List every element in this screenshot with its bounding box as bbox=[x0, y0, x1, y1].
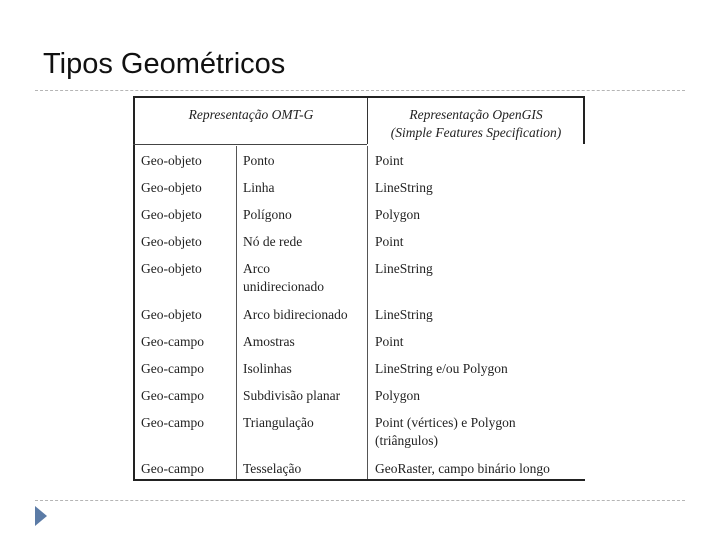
cell-class: Geo-objeto bbox=[141, 234, 202, 249]
header-separator bbox=[133, 144, 367, 145]
cell-opengis: LineString bbox=[375, 307, 433, 322]
cell-omt: Subdivisão planar bbox=[243, 388, 341, 403]
geometric-types-table bbox=[133, 96, 585, 481]
cell-class: Geo-campo bbox=[141, 415, 204, 430]
cell-omt: Amostras bbox=[243, 334, 295, 349]
title-divider bbox=[35, 90, 685, 91]
bullet-arrow-icon bbox=[35, 506, 47, 526]
column-divider-1 bbox=[236, 146, 237, 479]
cell-omt: Triangulação bbox=[243, 415, 314, 430]
cell-class: Geo-objeto bbox=[141, 307, 202, 322]
cell-omt: Nó de rede bbox=[243, 234, 303, 249]
cell-opengis: Point bbox=[375, 334, 404, 349]
cell-opengis: Point bbox=[375, 153, 404, 168]
cell-opengis: LineString bbox=[375, 180, 433, 195]
cell-class: Geo-objeto bbox=[141, 153, 202, 168]
cell-class: Geo-campo bbox=[141, 388, 204, 403]
header-opengis-line1: Representação OpenGIS bbox=[409, 107, 543, 122]
cell-opengis: GeoRaster, campo binário longo bbox=[375, 461, 550, 476]
footer-divider bbox=[35, 500, 685, 501]
header-opengis bbox=[369, 106, 583, 142]
cell-opengis: LineString e/ou Polygon bbox=[375, 361, 508, 376]
cell-omt: Isolinhas bbox=[243, 361, 292, 376]
cell-omt: Polígono bbox=[243, 207, 292, 222]
cell-class: Geo-objeto bbox=[141, 207, 202, 222]
header-divider bbox=[367, 98, 368, 144]
table-border-top bbox=[133, 96, 585, 98]
cell-omt: Linha bbox=[243, 180, 275, 195]
cell-class: Geo-campo bbox=[141, 461, 204, 476]
header-omt-g: Representação OMT-G bbox=[188, 107, 314, 122]
cell-opengis: Point bbox=[375, 234, 404, 249]
cell-opengis: Polygon bbox=[375, 388, 421, 403]
cell-omt: Arco unidirecionado bbox=[243, 261, 324, 294]
cell-class: Geo-objeto bbox=[141, 261, 202, 276]
cell-omt: Tesselação bbox=[243, 461, 302, 476]
slide-title: Tipos Geométricos bbox=[43, 48, 286, 80]
cell-opengis: Point (vértices) e Polygon (triângulos) bbox=[375, 415, 516, 448]
cell-class: Geo-campo bbox=[141, 361, 204, 376]
table-border-bottom bbox=[133, 479, 585, 481]
cell-opengis: LineString bbox=[375, 261, 433, 276]
table-border-right bbox=[583, 96, 585, 144]
cell-omt: Arco bidirecionado bbox=[243, 307, 348, 322]
column-divider-2 bbox=[367, 146, 368, 479]
cell-class: Geo-objeto bbox=[141, 180, 202, 195]
cell-opengis: Polygon bbox=[375, 207, 421, 222]
table-border-left bbox=[133, 96, 135, 481]
cell-omt: Ponto bbox=[243, 153, 275, 168]
header-opengis-line2: (Simple Features Specification) bbox=[390, 125, 562, 140]
cell-class: Geo-campo bbox=[141, 334, 204, 349]
